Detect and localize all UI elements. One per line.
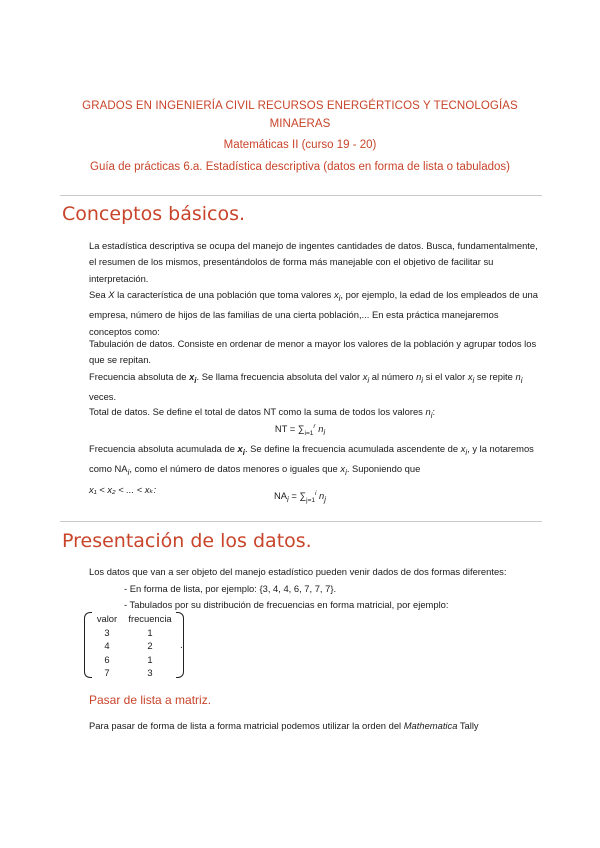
matrix-header: frecuencia xyxy=(128,613,172,625)
guide-title: Guía de prácticas 6.a. Estadística descriptiva (datos en forma de lista o tabulados) xyxy=(90,161,510,173)
divider xyxy=(60,195,542,196)
matrix-table xyxy=(90,612,176,680)
formula-acumulada: $NA_i = \sum_{j=1}^i$ $n_j$ xyxy=(273,490,327,504)
subject-title: Matemáticas II (curso 19 - 20) xyxy=(223,139,377,151)
section-title-conceptos: Conceptos básicos. xyxy=(62,203,246,225)
subsection-title: Pasar de lista a matriz. xyxy=(89,693,212,707)
paragraph-frecuencia-acumulada: Frecuencia absoluta acumulada de $x_i$. Se define la frecuencia acumulada ascendente de $x_i$, y la notaremos como $NA_i$, como el número de datos menores o iguales que $x_i$. Suponiendo que x₁ < x₂ < ... < xₖ: xyxy=(89,443,534,495)
matrix-cell: 7 xyxy=(104,667,110,679)
bullet-tabulados: - Tabulados por su distribución de frecuencias en forma matricial, por ejemplo: xyxy=(124,599,449,610)
matrix-header: valor xyxy=(96,613,118,625)
course-title: GRADOS EN INGENIERÍA CIVIL RECURSOS ENERGÉRTICOS Y TECNOLOGÍAS MINAERAS xyxy=(82,100,518,130)
paragraph-intro: La estadística descriptiva se ocupa del manejo de ingentes cantidades de datos. Busca, fundamentalmente, el resumen de los mismos, presentándolos de forma más manejable con el objetivo de facilitar su interpretación. xyxy=(89,240,538,284)
table-row xyxy=(90,612,176,626)
matrix-cell: 1 xyxy=(147,653,153,665)
divider xyxy=(60,521,542,522)
matrix-cell: 4 xyxy=(104,640,110,652)
matrix-cell: 3 xyxy=(147,667,153,679)
frequency-matrix xyxy=(84,612,184,679)
table-row xyxy=(90,666,176,680)
inequality: x₁ < x₂ < ... < xₖ: xyxy=(89,483,157,495)
matrix-cell: 6 xyxy=(104,653,110,665)
paragraph-tally: Para pasar de forma de lista a forma matricial podemos utilizar la orden del Mathematica Tally xyxy=(89,720,479,731)
paragraph-poblacion: Sea X la característica de una población que toma valores $x_i$, por ejemplo, la edad de los empleados de una empresa, número de hijos de las familias de una cierta población,... En esta práctica manejaremos conceptos como: xyxy=(89,289,538,337)
matrix-cell: 1 xyxy=(147,626,153,638)
matrix-end-dot: . xyxy=(180,640,183,651)
bullet-lista: - En forma de lista, por ejemplo: {3, 4, 4, 6, 7, 7, 7}. xyxy=(124,583,337,594)
table-row xyxy=(90,639,176,653)
matrix-cell: 3 xyxy=(104,626,110,638)
paragraph-total-datos: Total de datos. Se define el total de datos NT como la suma de todos los valores $n_i$: xyxy=(89,406,436,420)
paragraph-formas: Los datos que van a ser objeto del manejo estadístico pueden venir dados de dos formas diferentes: xyxy=(89,566,507,577)
paragraph-frecuencia-absoluta: Frecuencia absoluta de $x_i$. Se llama frecuencia absoluta del valor $x_i$ al número $n_i$ si el valor $x_i$ se repite $n_i$ veces. xyxy=(89,371,523,403)
matrix-cell: 2 xyxy=(147,640,153,652)
table-row xyxy=(90,626,176,640)
formula-total: NT = $\sum_{i=1}^r$ $n_i$ xyxy=(274,423,326,437)
section-title-presentacion: Presentación de los datos. xyxy=(62,530,312,552)
paragraph-tabulacion: Tabulación de datos. Consiste en ordenar de menor a mayor los valores de la población y agrupar todos los que se repitan. xyxy=(89,338,537,366)
table-row xyxy=(90,653,176,667)
